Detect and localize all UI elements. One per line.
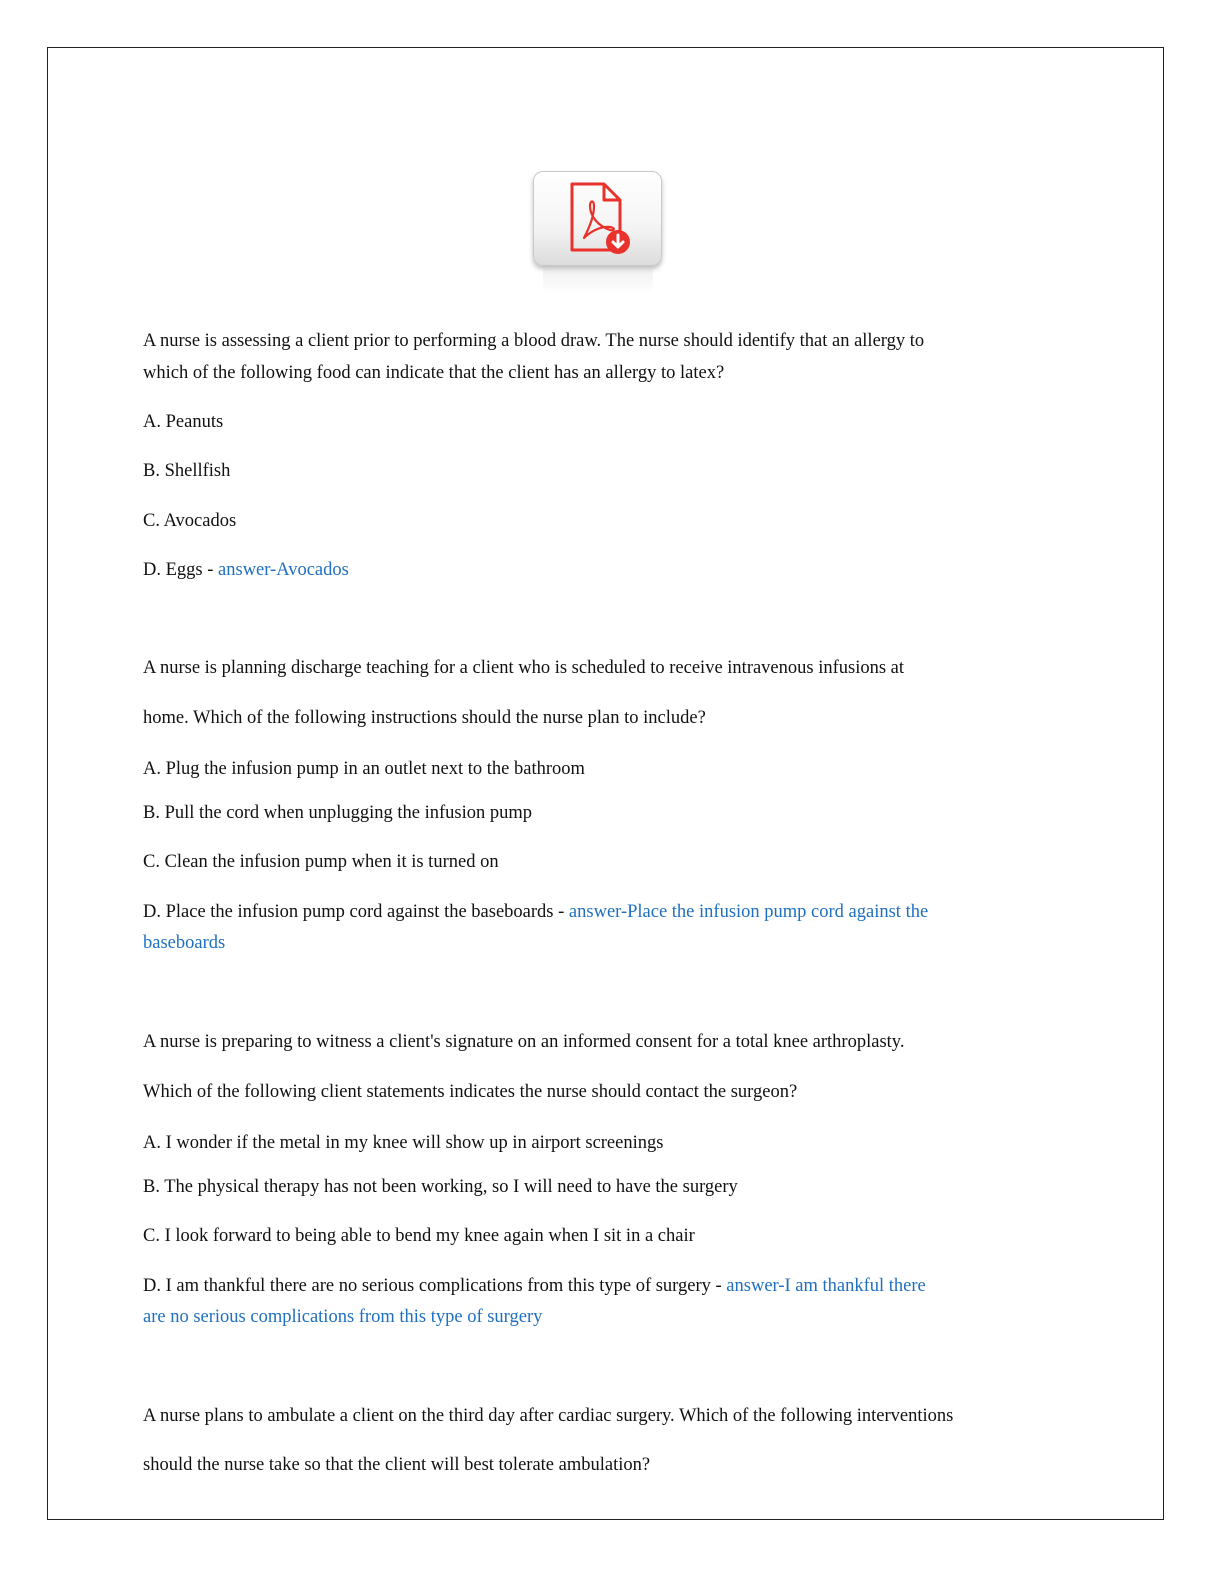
answer-text: answer-Place the infusion pump cord against the: [568, 902, 929, 922]
pdf-download-icon: [564, 180, 634, 258]
question-2-option-d: [143, 900, 928, 924]
question-3-answer-continued: are no serious complications from this type of surgery: [143, 1307, 543, 1327]
question-2-option-a: A. Plug the infusion pump in an outlet next to the bathroom: [143, 759, 585, 779]
question-2-option-c: C. Clean the infusion pump when it is turned on: [143, 852, 499, 872]
question-1-stem-line-1: A nurse is assessing a client prior to performing a blood draw. The nurse should identify that an allergy to: [143, 331, 925, 351]
question-1-option-c: C. Avocados: [143, 511, 237, 531]
question-2-answer-continued: baseboards: [143, 933, 226, 953]
pdf-download-button[interactable]: [533, 171, 662, 266]
question-3-option-d: [143, 1274, 926, 1298]
option-text: D. Eggs -: [143, 560, 219, 580]
question-3-option-c: C. I look forward to being able to bend my knee again when I sit in a chair: [143, 1226, 695, 1246]
question-1-option-d: [143, 558, 349, 582]
question-2-stem-line-1: A nurse is planning discharge teaching for a client who is scheduled to receive intravenous infusions at: [143, 658, 905, 678]
question-4-stem-line-1: A nurse plans to ambulate a client on the third day after cardiac surgery. Which of the following interventions: [143, 1406, 954, 1426]
question-3-option-a: A. I wonder if the metal in my knee will show up in airport screenings: [143, 1133, 664, 1153]
question-3-stem-line-1: A nurse is preparing to witness a client's signature on an informed consent for a total knee arthroplasty.: [143, 1032, 905, 1052]
question-3-option-b: B. The physical therapy has not been working, so I will need to have the surgery: [143, 1177, 738, 1197]
question-2-stem-line-2: home. Which of the following instructions should the nurse plan to include?: [143, 708, 706, 728]
question-4-stem-line-2: should the nurse take so that the client will best tolerate ambulation?: [143, 1455, 651, 1475]
question-1-option-a: A. Peanuts: [143, 412, 224, 432]
question-1-option-b: B. Shellfish: [143, 461, 231, 481]
question-2-option-b: B. Pull the cord when unplugging the infusion pump: [143, 803, 532, 823]
answer-text: answer-Avocados: [218, 560, 349, 580]
option-text: D. I am thankful there are no serious complications from this type of surgery -: [143, 1276, 727, 1296]
answer-text: answer-I am thankful there: [726, 1276, 926, 1296]
option-text: D. Place the infusion pump cord against the baseboards -: [143, 902, 569, 922]
question-3-stem-line-2: Which of the following client statements indicates the nurse should contact the surgeon?: [143, 1082, 798, 1102]
pdf-button-reflection: [543, 268, 653, 294]
question-1-stem-line-2: which of the following food can indicate that the client has an allergy to latex?: [143, 363, 725, 383]
